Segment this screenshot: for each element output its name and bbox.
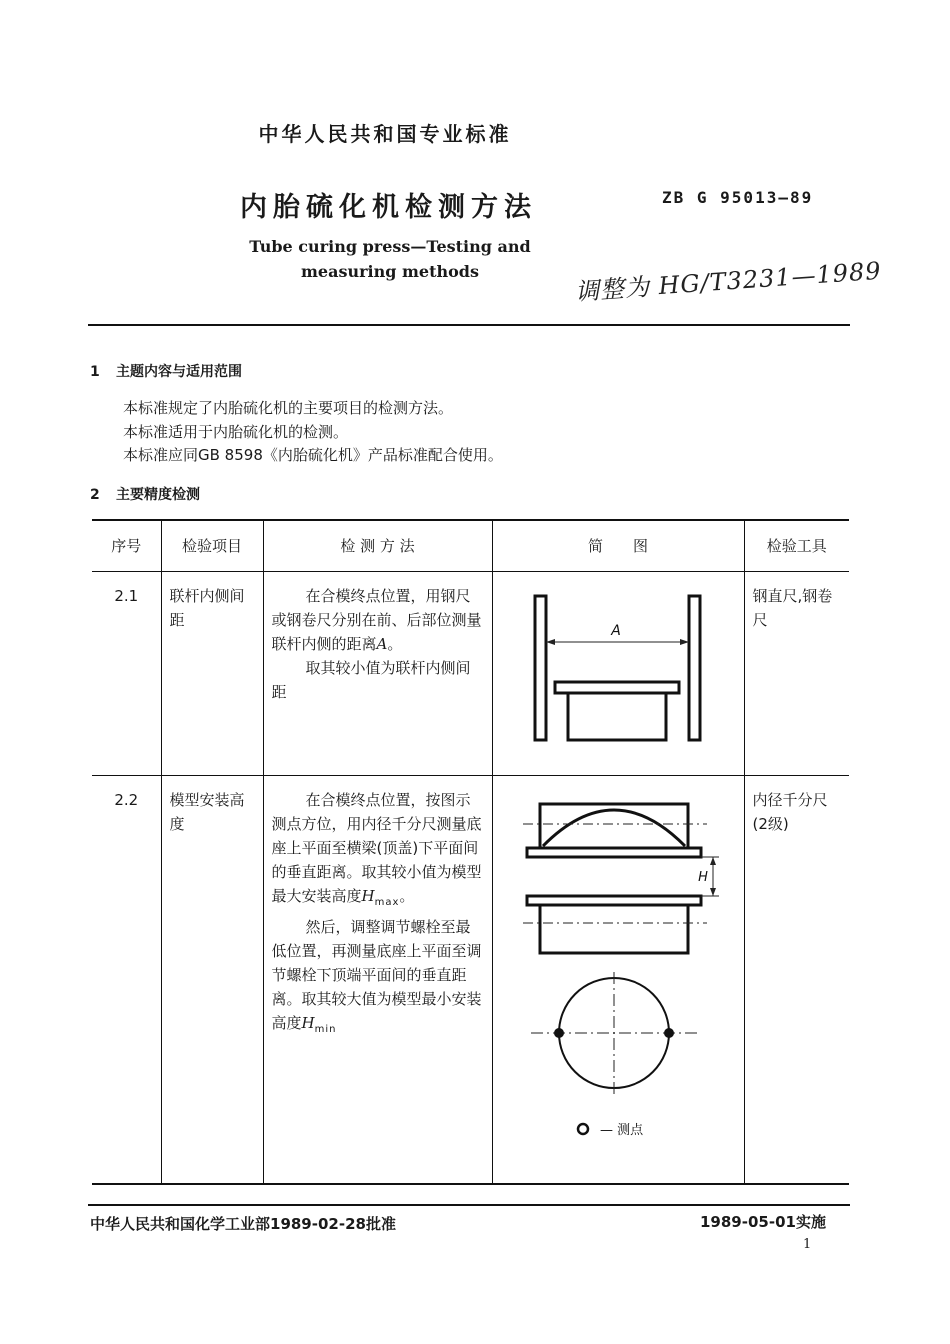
arrow-up-icon (710, 857, 716, 865)
press-base (568, 693, 666, 740)
dimension-label-h: H (697, 870, 708, 885)
footer-divider (88, 1204, 850, 1206)
handwritten-revision-note: 调整为 HG/T3231—1989 (574, 256, 883, 306)
document-title-en (230, 234, 550, 284)
crossbeam-plate (527, 848, 701, 857)
mold-dome-arc (543, 810, 685, 846)
title-en-line2: measuring methods (300, 262, 479, 281)
tie-rod-distance-diagram (493, 572, 744, 768)
section-1-paragraph-1: 本标准规定了内胎硫化机的主要项目的检测方法。 (123, 399, 454, 417)
section-2-number: 2 (90, 487, 100, 503)
mold-height-diagram (493, 776, 744, 1176)
left-tie-rod (535, 596, 546, 740)
table-row (92, 572, 849, 776)
row-number: 2.2 (114, 791, 139, 809)
measure-point-legend-icon (578, 1124, 588, 1134)
table-row (92, 776, 849, 1185)
header-item: 检验项目 (161, 520, 263, 572)
row-item: 联杆内侧间距 (161, 572, 263, 776)
row-method (263, 572, 492, 776)
section-2-title: 主要精度检测 (116, 487, 200, 503)
row-item: 模型安装高度 (161, 776, 263, 1185)
right-tie-rod (689, 596, 700, 740)
standard-category-heading: 中华人民共和国专业标准 (258, 122, 512, 146)
inspection-table (92, 519, 849, 1185)
table-header-row (92, 520, 849, 572)
header-seq: 序号 (92, 520, 161, 572)
title-en-line1: Tube curing press—Testing and (249, 237, 531, 256)
row-tool: 钢直尺,钢卷尺 (744, 572, 849, 776)
method-paragraph: 取其较小值为联杆内侧间距 (271, 659, 471, 701)
document-title-cn: 内胎硫化机检测方法 (240, 192, 537, 223)
row-tool: 内径千分尺(2级) (744, 776, 849, 1185)
section-1-number: 1 (90, 364, 100, 380)
method-paragraph: 在合模终点位置，按图示测点方位，用内径千分尺测量底座上平面至横梁(顶盖)下平面间的垂直距离。取其较小值为模型最大安装高度$H_{max}$。 (271, 791, 482, 908)
diagram-cell-tie-rod (492, 572, 744, 776)
header-diagram: 简 图 (492, 520, 744, 572)
arrow-down-icon (710, 888, 716, 896)
measure-point-left-icon (554, 1028, 564, 1038)
section-1-paragraph-3: 本标准应同GB 8598《内胎硫化机》产品标准配合使用。 (123, 446, 503, 464)
press-platen (555, 682, 679, 693)
measure-point-right-icon (664, 1028, 674, 1038)
lower-base (540, 905, 688, 953)
legend-text: — 测点 (599, 1123, 643, 1138)
header-method: 检 测 方 法 (263, 520, 492, 572)
standard-code: ZB G 95013—89 (662, 188, 814, 207)
method-paragraph: 然后，调整调节螺栓至最低位置，再测量底座上平面至调节螺栓下顶端平面间的垂直距离。取其较大值为模型最小安装高度$H_{min}$ (271, 918, 482, 1035)
row-number: 2.1 (92, 572, 161, 776)
method-paragraph: 在合模终点位置，用钢尺或钢卷尺分别在前、后部位测量联杆内侧的距离A。 (271, 587, 482, 653)
section-1-paragraph-2: 本标准适用于内胎硫化机的检测。 (123, 423, 349, 441)
header-tool: 检验工具 (744, 520, 849, 572)
dimension-label-a: A (610, 623, 621, 639)
diagram-cell-mold-height (492, 776, 744, 1185)
section-1-heading (90, 361, 242, 381)
section-1-title: 主题内容与适用范围 (116, 364, 242, 380)
page-number: 1 (803, 1237, 812, 1252)
approval-line: 中华人民共和国化学工业部1989-02-28批准 (90, 1215, 396, 1233)
implementation-date: 1989-05-01实施 (700, 1213, 826, 1231)
row-method (263, 776, 492, 1185)
section-2-heading (90, 484, 200, 504)
header-divider (88, 324, 850, 326)
